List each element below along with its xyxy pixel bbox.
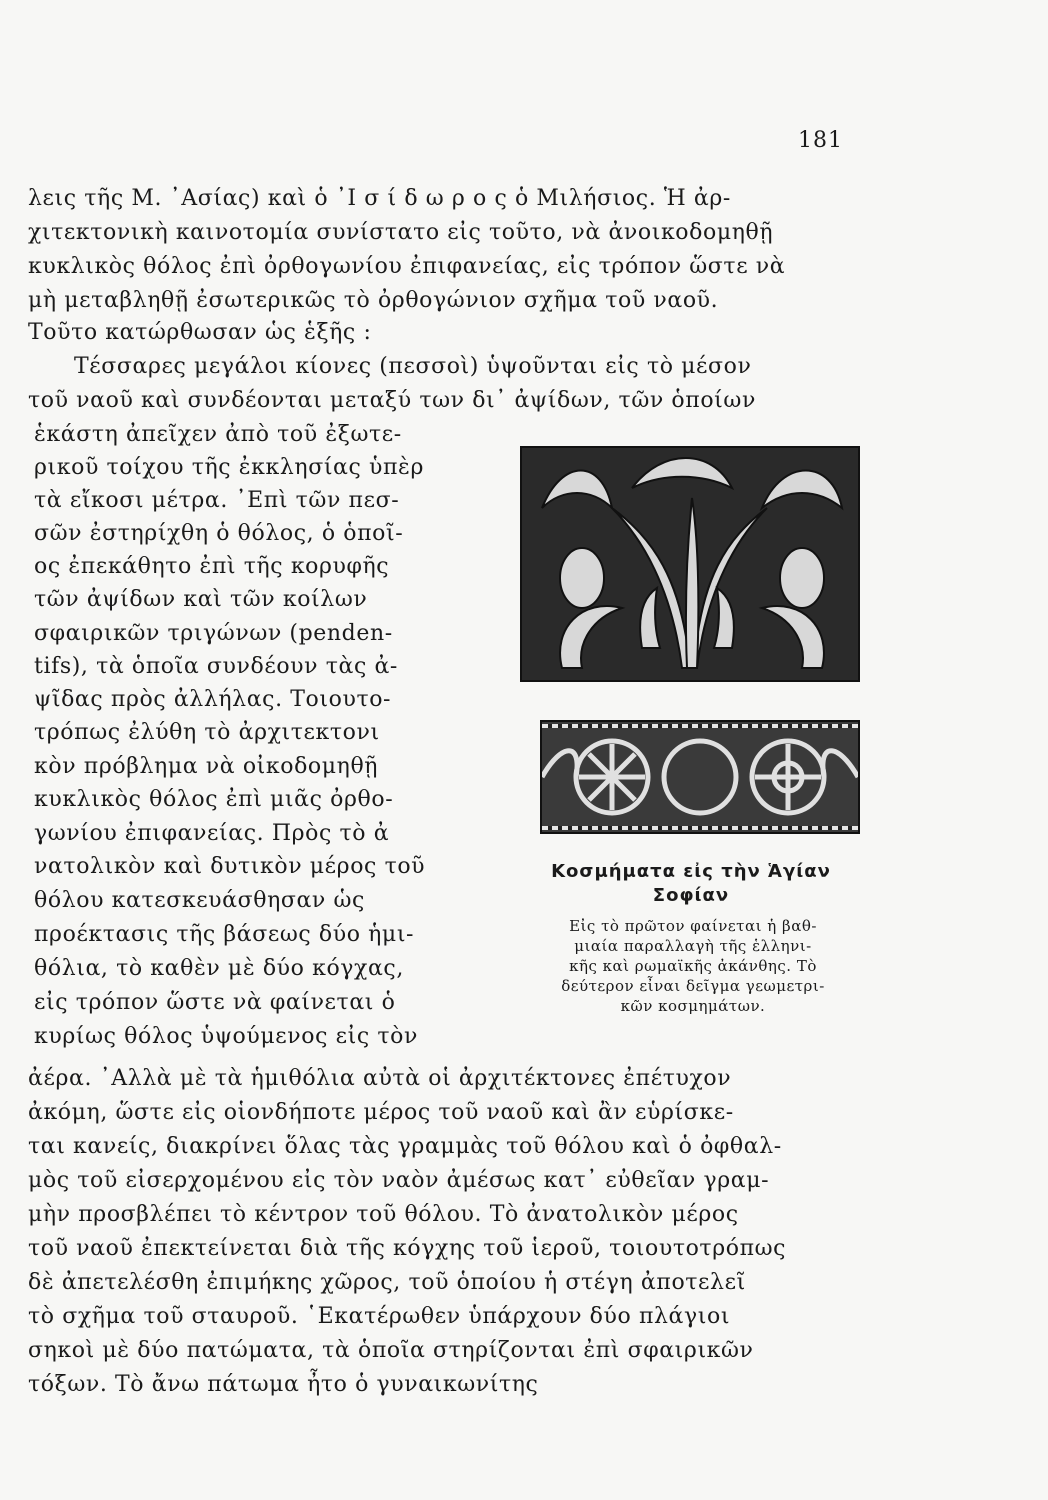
text-line: σῶν ἐστηρίχθη ὁ θόλος, ὁ ὁποῖ- (34, 521, 404, 546)
text-line: ἑκάστη ἀπεῖχεν ἀπὸ τοῦ ἐξωτε- (34, 422, 402, 447)
caption-line: μιαία παραλλαγὴ τῆς ἑλληνι- (574, 937, 812, 955)
text-line: Τέσσαρες μεγάλοι κίονες (πεσσοὶ) ὑψοῦνται εἰς τὸ μέσον (74, 354, 752, 379)
text-line: tifs), τὰ ὁποῖα συνδέουν τὰς ἀ- (34, 654, 398, 679)
text-line: λεις τῆς Μ. ᾿Ασίας) καὶ ὁ ᾿Ι σ ί δ ω ρ ο ς ὁ Μιλήσιος. Ἡ ἀρ- (28, 186, 731, 211)
text-line: εἰς τρόπον ὥστε νὰ φαίνεται ὁ (34, 990, 396, 1015)
text-line: μὴν προσβλέπει τὸ κέντρον τοῦ θόλου. Τὸ ἀνατολικὸν μέρος (28, 1202, 739, 1227)
text-line: τὸ σχῆμα τοῦ σταυροῦ. ῾Εκατέρωθεν ὑπάρχουν δύο πλάγιοι (28, 1304, 731, 1329)
caption-line: Εἰς τὸ πρῶτον φαίνεται ἡ βαθ- (569, 917, 817, 935)
text-line: προέκτασις τῆς βάσεως δύο ἡμι- (34, 922, 415, 947)
text-line: τόξων. Τὸ ἄνω πάτωμα ἦτο ὁ γυναικωνίτης (28, 1372, 539, 1397)
text-line: ος ἐπεκάθητο ἐπὶ τῆς κορυφῆς (34, 554, 390, 579)
text-line: κὸν πρόβλημα νὰ οἰκοδομηθῇ (34, 754, 379, 779)
text-line: νατολικὸν καὶ δυτικὸν μέρος τοῦ (34, 854, 426, 879)
text-line: μὸς τοῦ εἰσερχομένου εἰς τὸν ναὸν ἀμέσως κατ᾿ εὐθεῖαν γραμ- (28, 1168, 770, 1193)
caption-title-line: Σοφίαν (652, 885, 730, 906)
text-line: δὲ ἀπετελέσθη ἐπιμήκης χῶρος, τοῦ ὁποίου ἡ στέγη ἀποτελεῖ (28, 1270, 746, 1295)
ornament-figure (496, 440, 886, 1040)
text-line: χιτεκτονικὴ καινοτομία συνίστατο εἰς τοῦτο, νὰ ἀνοικοδομηθῇ (28, 220, 774, 245)
caption-line: δεύτερον εἶναι δεῖγμα γεωμετρι- (561, 977, 825, 995)
caption-line: κῆς καὶ ρωμαϊκῆς ἀκάνθης. Τὸ (569, 957, 817, 975)
text-line: ρικοῦ τοίχου τῆς ἐκκλησίας ὑπὲρ (34, 455, 424, 480)
acanthus-ornament-image (520, 446, 860, 682)
caption-line: κῶν κοσμημάτων. (620, 997, 766, 1015)
text-line: σηκοὶ μὲ δύο πατώματα, τὰ ὁποῖα στηρίζονται ἐπὶ σφαιρικῶν (28, 1338, 754, 1363)
caption-title-line: Κοσμήματα εἰς τὴν Ἁγίαν (551, 861, 831, 882)
text-line: τοῦ ναοῦ ἐπεκτείνεται διὰ τῆς κόγχης τοῦ ἱεροῦ, τοιουτοτρόπως (28, 1236, 787, 1261)
text-line: τὰ εἴκοσι μέτρα. ᾿Επὶ τῶν πεσ- (34, 488, 400, 513)
page-number: 181 (798, 128, 843, 153)
text-line: μὴ μεταβληθῇ ἐσωτερικῶς τὸ ὀρθογώνιον σχῆμα τοῦ ναοῦ. (28, 288, 719, 313)
text-line: κυκλικὸς θόλος ἐπὶ μιᾶς ὀρθο- (34, 787, 394, 812)
text-line: κυκλικὸς θόλος ἐπὶ ὀρθογωνίου ἐπιφανείας, εἰς τρόπον ὥστε νὰ (28, 254, 786, 279)
figure-caption-text (500, 916, 886, 1016)
text-line: τρόπως ἐλύθη τὸ ἀρχιτεκτονι (34, 720, 380, 745)
text-line: Τοῦτο κατώρθωσαν ὡς ἑξῆς : (28, 320, 372, 345)
text-line: τοῦ ναοῦ καὶ συνδέονται μεταξύ των δι᾿ ἀψίδων, τῶν ὁποίων (28, 388, 756, 413)
text-line: ἀέρα. ᾿Αλλὰ μὲ τὰ ἡμιθόλια αὐτὰ οἱ ἀρχιτέκτονες ἐπέτυχον (28, 1066, 732, 1091)
text-line: κυρίως θόλος ὑψούμενος εἰς τὸν (34, 1024, 418, 1049)
text-line: σφαιρικῶν τριγώνων (penden- (34, 621, 393, 646)
text-line: ψῖδας πρὸς ἀλλήλας. Τοιουτο- (34, 687, 392, 712)
text-line: ται κανείς, διακρίνει ὅλας τὰς γραμμὰς τοῦ θόλου καὶ ὁ ὀφθαλ- (28, 1134, 782, 1159)
text-line: γωνίου ἐπιφανείας. Πρὸς τὸ ἀ (34, 821, 390, 846)
figure-caption-title (496, 860, 886, 908)
text-line: θόλου κατεσκευάσθησαν ὡς (34, 888, 365, 913)
text-line: ἀκόμη, ὥστε εἰς οἱονδήποτε μέρος τοῦ ναοῦ καὶ ἂν εὑρίσκε- (28, 1100, 734, 1125)
text-line: θόλια, τὸ καθὲν μὲ δύο κόγχας, (34, 956, 404, 981)
geometric-ornament-image (540, 720, 860, 834)
text-line: τῶν ἀψίδων καὶ τῶν κοίλων (34, 587, 368, 612)
